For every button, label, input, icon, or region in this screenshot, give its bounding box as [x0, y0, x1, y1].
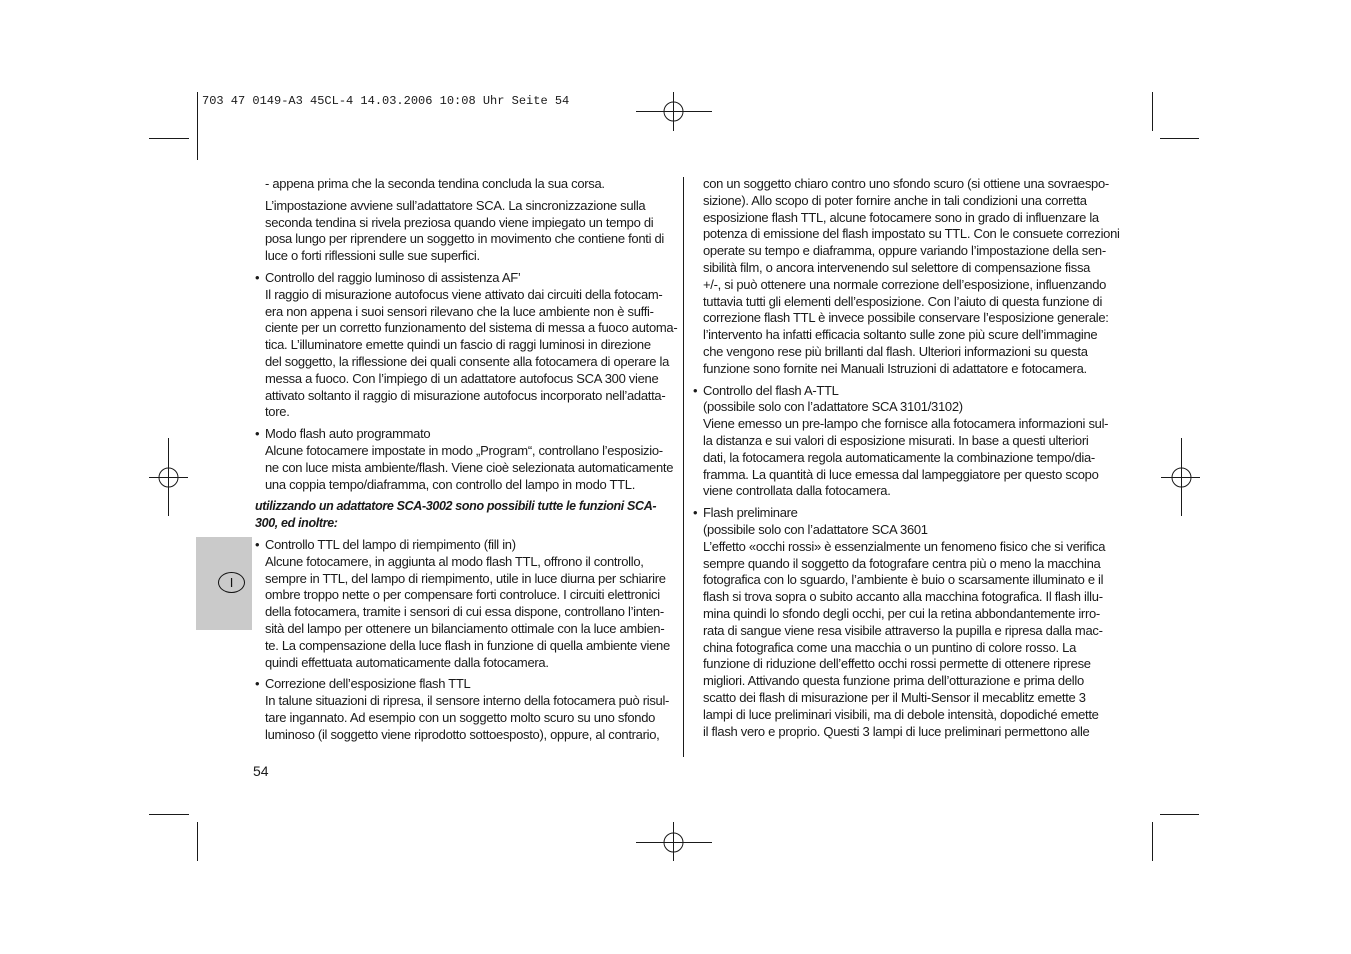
- registration-mark-top: [636, 92, 712, 131]
- text-line: (possibile solo con l’adattatore SCA 3101/3102): [703, 399, 963, 415]
- bullet: •: [255, 676, 260, 692]
- text-line: del soggetto, la riflessione dei quali consente alla fotocamera di operare la: [265, 353, 669, 369]
- text-line: che vengono rese più brillanti dal flash. Ulteriori informazioni su questa: [703, 343, 1088, 359]
- language-tab: [196, 537, 252, 630]
- crop-mark-top-left: [149, 92, 198, 160]
- text-line: L’impostazione avviene sull’adattatore SCA. La sincronizzazione sulla: [265, 197, 646, 213]
- text-line: flash si trova sopra o subito accanto alla macchina fotografica. Il flash illu-: [703, 589, 1103, 605]
- text-line: sizione). Allo scopo di poter fornire anche in tali condizioni una corretta: [703, 192, 1087, 208]
- text-line: dati, la fotocamera regola automaticamente la combinazione tempo/dia-: [703, 449, 1095, 465]
- text-line: sempre in TTL, del lampo di riempimento, utile in luce diurna per schiarire: [265, 570, 666, 586]
- text-line: attivato soltanto il raggio di misurazione autofocus incorporato nell’adatta-: [265, 387, 666, 403]
- text-line: tica. L’illuminatore emette quindi un fascio di raggi luminosi in direzione: [265, 337, 651, 353]
- registration-mark-right: [1161, 438, 1200, 516]
- text-line: funzione di riduzione dell’effetto occhi rossi permette di ottenere riprese: [703, 656, 1091, 672]
- text-line: - appena prima che la seconda tendina concluda la sua corsa.: [265, 176, 605, 191]
- text-line: correzione flash TTL è invece possibile conservare l’esposizione generale:: [703, 310, 1109, 326]
- list-item-ttl-exposure-correction: [255, 676, 680, 743]
- crop-mark-bottom-left: [149, 815, 198, 862]
- paragraph-exposure-correction-continued: [693, 176, 1123, 378]
- bullet: •: [693, 382, 698, 398]
- language-label: I: [229, 575, 234, 590]
- registration-mark-left: [149, 438, 188, 516]
- text-line: sità del lampo per ottenere un bilanciamento ottimale con la luce ambien-: [265, 620, 665, 636]
- text-line: mina quindi lo sfondo degli occhi, per cui la retina abbondantemente irro-: [703, 605, 1100, 621]
- text-line: posa lungo per riprendere un soggetto in movimento che contiene fonti di: [265, 231, 665, 247]
- language-badge: [218, 572, 245, 593]
- text-line: ne con luce mista ambiente/flash. Viene cioè selezionata automaticamente: [265, 459, 674, 475]
- text-line: rata di sangue viene resa visibile attraverso la pupilla e ripresa dalla mac-: [703, 622, 1103, 638]
- text-line: ciente per un corretto funzionamento del sistema di messa a fuoco automa-: [265, 320, 678, 336]
- text-line: era non appena i suoi sensori rilevano che la luce ambiente non è suffi-: [265, 303, 654, 319]
- text-line: operate su tempo e diaframma, oppure variando l’impostazione della sen-: [703, 243, 1106, 259]
- list-item-ttl-fill-in: [255, 537, 680, 671]
- text-line: tuttavia tutti gli elementi dell’esposizione. Con l’aiuto di questa funzione di: [703, 293, 1103, 309]
- bullet: •: [255, 269, 260, 285]
- text-line: funzione sono fornite nei Manuali Istruzioni di adattatore e fotocamera.: [703, 360, 1087, 376]
- text-line: esposizione flash TTL, alcune fotocamere sono in grado di influenzare la: [703, 209, 1099, 225]
- bullet: •: [693, 505, 698, 521]
- registration-mark-bottom: [636, 822, 712, 861]
- emphasis-line: utilizzando un adattatore SCA-3002 sono possibili tutte le funzioni SCA-: [255, 499, 657, 514]
- emphasis-line: 300, ed inoltre:: [255, 516, 338, 531]
- text-line: Viene emesso un pre-lampo che fornisce alla fotocamera informazioni sul-: [703, 416, 1109, 432]
- text-line: la distanza e sui valori di esposizione misurati. In base a questi ulteriori: [703, 432, 1089, 448]
- text-line: una coppia tempo/diaframma, con controllo del lampo in modo TTL.: [265, 476, 636, 492]
- text-line: framma. La quantità di luce emessa dal lampeggiatore per questo scopo: [703, 466, 1099, 482]
- text-line: migliori. Attivando questa funzione prima dell’otturazione e prima dello: [703, 673, 1084, 689]
- bullet: •: [255, 536, 260, 552]
- item-heading: Controllo del flash A-TTL: [703, 382, 839, 398]
- text-line: messa a fuoco. Con l’impiego di un adattatore autofocus SCA 300 viene: [265, 370, 659, 386]
- text-line: potenza di emissione del flash impostato su TTL. Con le consuete correzioni: [703, 226, 1120, 242]
- text-line: L’effetto «occhi rossi» è essenzialmente un fenomeno fisico che si verifica: [703, 538, 1106, 554]
- item-heading: Flash preliminare: [703, 505, 798, 521]
- paragraph-sca3002-note: [255, 498, 680, 532]
- paragraph-sca-setting: [255, 198, 680, 265]
- text-line: tare ingannato. Ad esempio con un soggetto molto scuro su uno sfondo: [265, 709, 656, 725]
- text-line: scatto dei flash di misurazione per il Multi-Sensor il mecablitz emette 3: [703, 689, 1086, 705]
- item-heading: Controllo TTL del lampo di riempimento (fill in): [265, 536, 516, 552]
- text-line: te. La compensazione della luce flash in funzione di quella ambiente viene: [265, 637, 670, 653]
- text-line: quindi effettuata automaticamente dalla fotocamera.: [265, 654, 549, 670]
- text-line: fotografica con lo sguardo, l’ambiente è buio o scarsamente illuminato e il: [703, 572, 1104, 588]
- text-line: china fotografica come una macchia o un puntino di colore rosso. La: [703, 639, 1077, 655]
- text-line: seconda tendina si rivela preziosa quando viene impiegato un tempo di: [265, 214, 654, 230]
- text-line: luminoso (il soggetto viene riprodotto sottoesposto), oppure, al contrario,: [265, 726, 660, 742]
- text-line: il flash vero e proprio. Questi 3 lampi di luce preliminari permettono alle: [703, 723, 1090, 739]
- text-line: della fotocamera, tramite i sensori di cui essa dispone, controllano l’inten-: [265, 604, 664, 620]
- item-heading: Correzione dell’esposizione flash TTL: [265, 676, 471, 692]
- right-column: [693, 176, 1123, 740]
- text-line: l’intervento ha infatti efficacia soltanto sulle zone più scure dell’immagine: [703, 327, 1098, 343]
- left-column: [255, 176, 680, 744]
- crop-mark-bottom-right: [1153, 815, 1200, 862]
- text-line: Alcune fotocamere impostate in modo „Program“, controllano l’esposizio-: [265, 442, 663, 458]
- text-line: tore.: [265, 404, 290, 420]
- text-line: ombre troppo nette o per compensare forti controluce. I circuiti elettronici: [265, 587, 660, 603]
- print-slug: 703 47 0149-A3 45CL-4 14.03.2006 10:08 Uhr Seite 54: [202, 94, 570, 108]
- crop-mark-top-right: [1153, 92, 1200, 139]
- list-item-pre-flash: [693, 505, 1123, 740]
- list-item-a-ttl-control: [693, 383, 1123, 501]
- text-line: viene controllata dalla fotocamera.: [703, 483, 891, 499]
- text-line: In talune situazioni di ripresa, il sensore interno della fotocamera può risul-: [265, 693, 670, 709]
- text-line: sibilità film, o ancora intervenendo sul selettore di compensazione fissa: [703, 259, 1091, 275]
- list-item-program-flash: [255, 426, 680, 493]
- text-line: Il raggio di misurazione autofocus viene attivato dai circuiti della fotocam-: [265, 286, 663, 302]
- paragraph-intro: [255, 176, 680, 193]
- item-heading: Controllo del raggio luminoso di assistenza AF’: [265, 269, 521, 285]
- text-line: (possibile solo con l’adattatore SCA 3601: [703, 521, 928, 537]
- text-line: +/-, si può ottenere una normale correzione dell’esposizione, influenzando: [703, 276, 1107, 292]
- bullet: •: [255, 426, 260, 442]
- list-item-af-assist-beam: [255, 270, 680, 421]
- text-line: luce o forti riflessioni sulle sue superfici.: [265, 248, 480, 264]
- text-line: Alcune fotocamere, in aggiunta al modo flash TTL, offrono il controllo,: [265, 553, 644, 569]
- page-number: 54: [253, 763, 269, 779]
- item-heading: Modo flash auto programmato: [265, 426, 431, 442]
- text-line: lampi di luce preliminari visibili, ma di debole intensità, dopodiché emette: [703, 706, 1099, 722]
- text-line: sempre quando il soggetto da fotografare centra più o meno la macchina: [703, 555, 1101, 571]
- text-line: con un soggetto chiaro contro uno sfondo scuro (si ottiene una sovraespo-: [703, 176, 1109, 191]
